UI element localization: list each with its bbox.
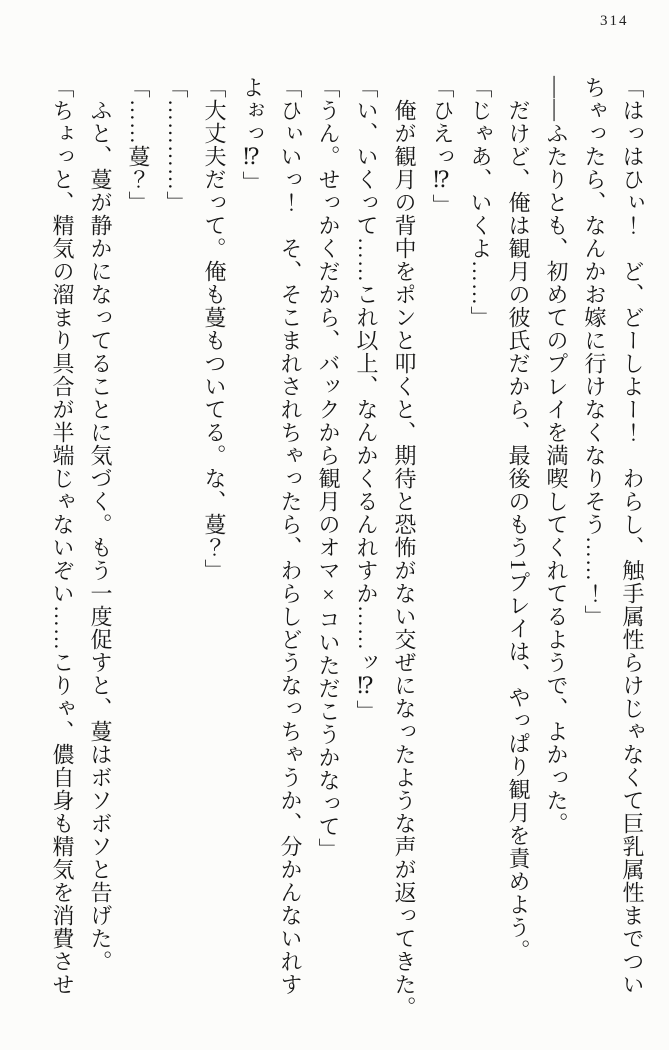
text-line-8: 「い、いくって……これ以上、なんかくるんれすか……ッ⁉」 <box>354 76 379 723</box>
text-line-13: 「…………」 <box>164 76 189 214</box>
page-text <box>43 76 651 1026</box>
text-line-10: 「ひぃいっ！ そ、そこまれされちゃったら、わらしどうなっちゃうか、分かんないれす <box>278 76 303 996</box>
text-line-15: ふと、蔓が静かになってることに気づく。もう一度促すと、蔓はボソボソと告げた。 <box>88 76 113 973</box>
text-line-6: 「ひえっ⁉」 <box>430 76 455 217</box>
text-line-5: 「じゃあ、いくよ……」 <box>468 76 493 329</box>
text-line-9: 「うん。せっかくだから、バックから観月のオマ×コいただこうかなって」 <box>316 76 341 861</box>
text-line-12: 「大丈夫だって。俺も蔓もついてる。な、蔓？」 <box>202 76 227 582</box>
text-line-16: 「ちょっと、精気の溜まり具合が半端じゃないぞい……こりゃ、儂自身も精気を消費させ <box>50 76 75 996</box>
text-line-3: ――ふたりとも、初めてのプレイを満喫してくれてるようで、よかった。 <box>544 76 569 835</box>
text-line-4: だけど、俺は観月の彼氏だから、最後のもう1プレイは、やっぱり観月を責めよう。 <box>506 76 531 962</box>
text-line-14: 「……蔓？」 <box>126 76 151 214</box>
text-line-11: よぉっ⁉」 <box>240 76 265 194</box>
page-number: 314 <box>600 13 629 29</box>
text-line-7: 俺が観月の背中をポンと叩くと、期待と恐怖がない交ぜになったような声が返ってきた。 <box>392 76 417 1019</box>
text-line-2: ちゃったら、なんかお嫁に行けなくなりそう……！」 <box>582 76 607 628</box>
text-line-1: 「はっはひぃ！ ど、どーしよー！ わらし、触手属性らけじゃなくて巨乳属性までつい <box>620 76 645 996</box>
